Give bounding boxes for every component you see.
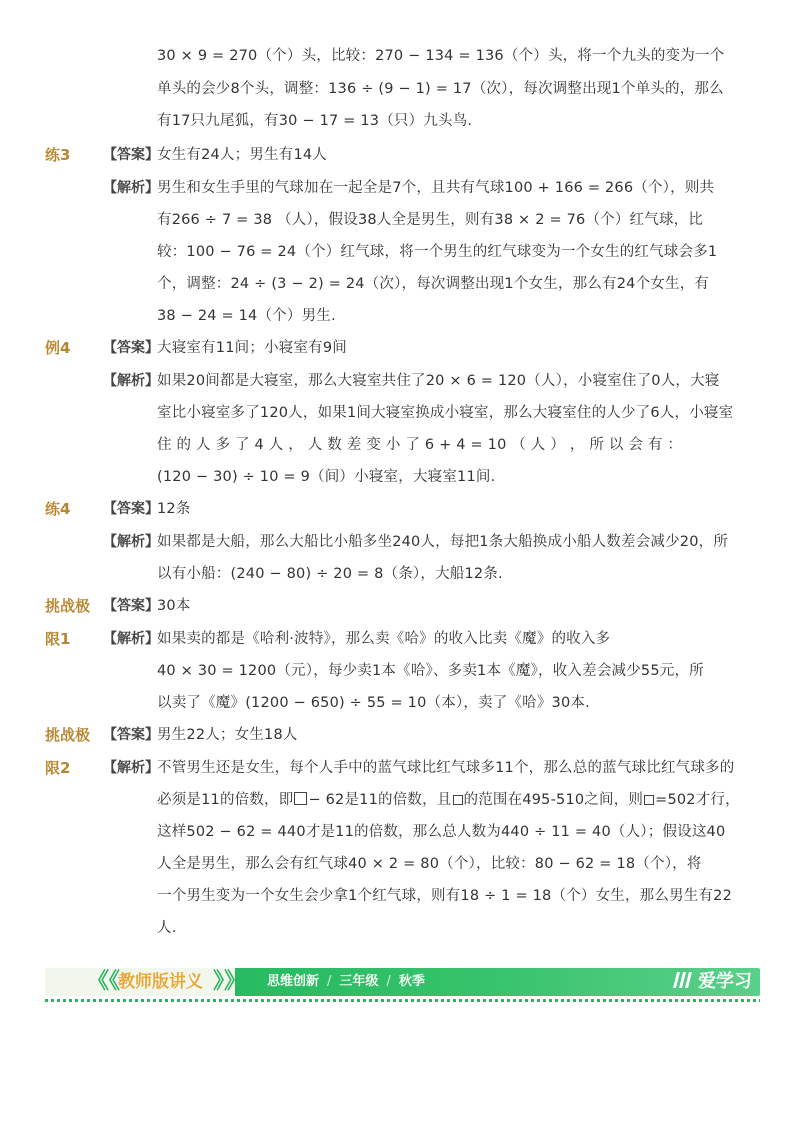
answer-text: 女生有24人；男生有14人 <box>157 147 328 163</box>
analysis-line: 以卖了《魔》(1200 − 650) ÷ 55 = 10（本），卖了《哈》30本. <box>157 695 590 711</box>
analysis-line: 40 × 30 = 1200（元），每少卖1本《哈》、多卖1本《魔》，收入差会减少55元，所 <box>157 663 704 679</box>
problem-label-xian2-top: 挑战极 <box>45 726 91 744</box>
blank-box-icon <box>294 792 307 805</box>
analysis-line: (120 − 30) ÷ 10 = 9（间）小寝室，大寝室11间. <box>157 469 496 485</box>
analysis-line: 如果卖的都是《哈利·波特》，那么卖《哈》的收入比卖《魔》的收入多 <box>157 631 611 647</box>
analysis-line: 这样502 − 62 = 440才是11的倍数，那么总人数为440 ÷ 11 = 40（人）；假设这40 <box>157 824 726 840</box>
analysis-line: 如果都是大船，那么大船比小船多坐240人，每把1条大船换成小船人数差会减少20，所 <box>157 534 729 550</box>
footer-nav <box>267 968 425 996</box>
analysis-text: 必须是11的倍数，即 <box>157 792 294 808</box>
analysis-line: 住 的 人 多 了 4 人 ， 人 数 差 变 小 了 6 + 4 = 10 （ 人 ） ， 所 以 会 有 ： <box>157 437 683 453</box>
answer-text: 30本 <box>157 598 191 614</box>
solution-line: 30 × 9 = 270（个）头，比较：270 − 134 = 136（个）头，将一个九头的变为一个 <box>157 48 725 64</box>
chevron-left-icon: 《《 <box>87 969 121 994</box>
brand-logo <box>672 968 752 996</box>
answer-text: 大寝室有11间；小寝室有9间 <box>157 340 347 356</box>
footer-separator: / <box>386 974 391 989</box>
answer-tag: 【答案】 <box>103 501 159 517</box>
analysis-tag: 【解析】 <box>103 180 159 196</box>
analysis-line: 室比小寝室多了120人，如果1间大寝室换成小寝室，那么大寝室住的人少了6人，小寝室 <box>157 405 734 421</box>
analysis-line: 以有小船：(240 − 80) ÷ 20 = 8（条），大船12条. <box>157 566 503 582</box>
analysis-text: =502才行， <box>655 792 740 808</box>
analysis-tag: 【解析】 <box>103 373 159 389</box>
analysis-line: 38 − 24 = 14（个）男生. <box>157 308 336 324</box>
problem-label-xian2-bottom: 限2 <box>45 759 71 777</box>
analysis-tag: 【解析】 <box>103 631 159 647</box>
blank-box-icon <box>644 795 654 805</box>
problem-label-xian1-bottom: 限1 <box>45 630 71 648</box>
problem-label-xian1-top: 挑战极 <box>45 597 91 615</box>
solution-line: 有17只九尾狐，有30 − 17 = 13（只）九头鸟. <box>157 113 473 129</box>
analysis-line: 较：100 − 76 = 24（个）红气球，将一个男生的红气球变为一个女生的红气球会多1 <box>157 244 718 260</box>
analysis-text: − 62是11的倍数，且 <box>308 792 452 808</box>
analysis-text: 的范围在495-510之间，则 <box>463 792 644 808</box>
footer-separator: / <box>327 974 332 989</box>
analysis-line: 个，调整：24 ÷ (3 − 2) = 24（次），每次调整出现1个女生，那么有24个女生，有 <box>157 276 710 292</box>
footer-nav-item: 三年级 <box>339 974 379 989</box>
brand-name: 爱学习 <box>698 971 752 992</box>
analysis-line <box>157 790 740 810</box>
blank-box-icon <box>453 795 463 805</box>
answer-tag: 【答案】 <box>103 340 159 356</box>
problem-label-lian3: 练3 <box>45 146 71 164</box>
problem-label-li4: 例4 <box>45 339 71 357</box>
answer-text: 男生22人；女生18人 <box>157 727 298 743</box>
analysis-line: 男生和女生手里的气球加在一起全是7个，且共有气球100 + 166 = 266（个），则共 <box>157 180 715 196</box>
analysis-line: 一个男生变为一个女生会少拿1个红气球，则有18 ÷ 1 = 18（个）女生，那么男生有22 <box>157 888 733 904</box>
chevron-right-icon: 》》 <box>213 969 247 994</box>
analysis-line: 人全是男生，那么会有红气球40 × 2 = 80（个），比较：80 − 62 = 18（个），将 <box>157 856 702 872</box>
answer-tag: 【答案】 <box>103 598 159 614</box>
page-footer <box>45 966 760 1000</box>
footer-nav-item: 思维创新 <box>267 974 320 989</box>
answer-text: 12条 <box>157 501 191 517</box>
footer-dotted-divider <box>45 999 760 1002</box>
analysis-line: 不管男生还是女生，每个人手中的蓝气球比红气球多11个，那么总的蓝气球比红气球多的 <box>157 760 735 776</box>
answer-tag: 【答案】 <box>103 147 159 163</box>
analysis-line: 人. <box>157 920 177 936</box>
analysis-line: 有266 ÷ 7 = 38 （人），假设38人全是男生，则有38 × 2 = 76（个）红气球，比 <box>157 212 704 228</box>
answer-tag: 【答案】 <box>103 727 159 743</box>
footer-nav-item: 秋季 <box>398 974 425 989</box>
brand-logo-icon <box>672 971 694 989</box>
analysis-tag: 【解析】 <box>103 760 159 776</box>
analysis-tag: 【解析】 <box>103 534 159 550</box>
solution-line: 单头的会少8个头，调整：136 ÷ (9 − 1) = 17（次），每次调整出现1个单头的，那么 <box>157 81 724 97</box>
analysis-line: 如果20间都是大寝室，那么大寝室共住了20 × 6 = 120（人），小寝室住了0人，大寝 <box>157 373 720 389</box>
footer-title: 教师版讲义 <box>118 972 203 992</box>
problem-label-lian4: 练4 <box>45 500 71 518</box>
